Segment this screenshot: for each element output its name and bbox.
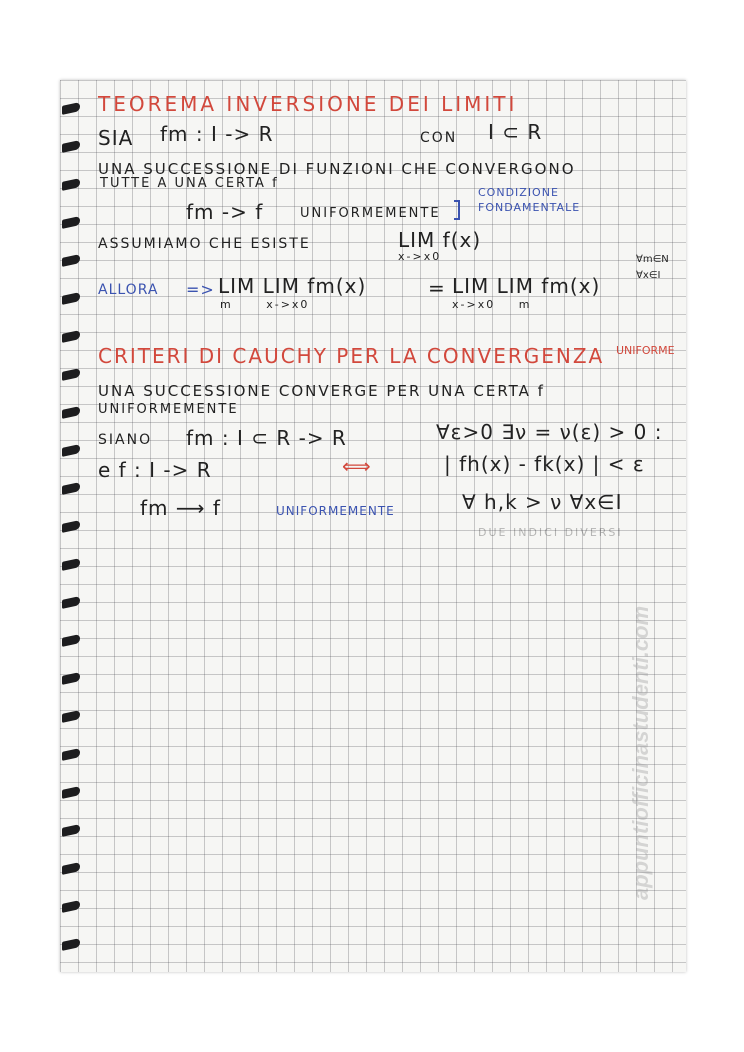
f-expression: e f : I -> R (98, 458, 212, 482)
allora-rhs: LIM LIM fm(x) (452, 274, 601, 298)
allora-rhs-sub: x->x0 m (452, 298, 532, 311)
section-title-inversione: TEOREMA INVERSIONE DEI LIMITI (98, 92, 518, 116)
iff-symbol: ⟺ (342, 454, 372, 478)
cauchy-condition-3: ∀ h,k > ν ∀x∈I (462, 490, 623, 514)
con-label: CON (420, 130, 458, 146)
uniformemente-label: UNIFORMEMENTE (300, 206, 441, 221)
spiral-binding (0, 0, 80, 1052)
siano-expression: fm : I ⊂ R -> R (186, 426, 347, 450)
convergence-expression-2: fm ⟶ f (140, 496, 221, 520)
cauchy-condition-1: ∀ε>0 ∃ν = ν(ε) > 0 : (436, 420, 663, 444)
uniformemente-line: UNIFORMEMENTE (98, 402, 239, 417)
section-title-cauchy: CRITERI DI CAUCHY PER LA CONVERGENZA (98, 344, 605, 368)
lim-sub: x->x0 (398, 250, 442, 263)
allora-lhs: LIM LIM fm(x) (218, 274, 367, 298)
certa-f-line: TUTTE A UNA CERTA f (100, 176, 279, 191)
uniformemente-label-2: UNIFORMEMENTE (276, 504, 395, 518)
lim-fx: LIM f(x) (398, 228, 482, 252)
watermark: appuntiofficinastudenti.com (628, 605, 653, 900)
condizione-label: CONDIZIONE (478, 186, 559, 199)
allora-lhs-sub: m x->x0 (220, 298, 310, 311)
bracket (454, 200, 460, 220)
con-expression: I ⊂ R (488, 120, 543, 144)
uniforme-label: UNIFORME (616, 344, 675, 357)
forall-x: ∀x∈I (636, 270, 661, 281)
siano-label: SIANO (98, 432, 153, 448)
fondamentale-label: FONDAMENTALE (478, 201, 581, 214)
forall-m: ∀m∈N (636, 254, 669, 265)
succession-line: UNA SUCCESSIONE DI FUNZIONI CHE CONVERGONO (98, 160, 576, 178)
due-indici-note: DUE INDICI DIVERSI (478, 526, 623, 539)
sia-expression: fm : I -> R (160, 122, 274, 146)
convergence-expression: fm -> f (186, 200, 264, 224)
equals-symbol: = (428, 276, 446, 300)
implies-symbol: => (186, 280, 215, 299)
allora-label: ALLORA (98, 282, 159, 298)
assumiamo-label: ASSUMIAMO CHE ESISTE (98, 236, 311, 252)
sia-label: SIA (98, 126, 134, 150)
cauchy-condition-2: | fh(x) - fk(x) | < ε (444, 452, 645, 476)
converge-line: UNA SUCCESSIONE CONVERGE PER UNA CERTA f (98, 382, 545, 400)
